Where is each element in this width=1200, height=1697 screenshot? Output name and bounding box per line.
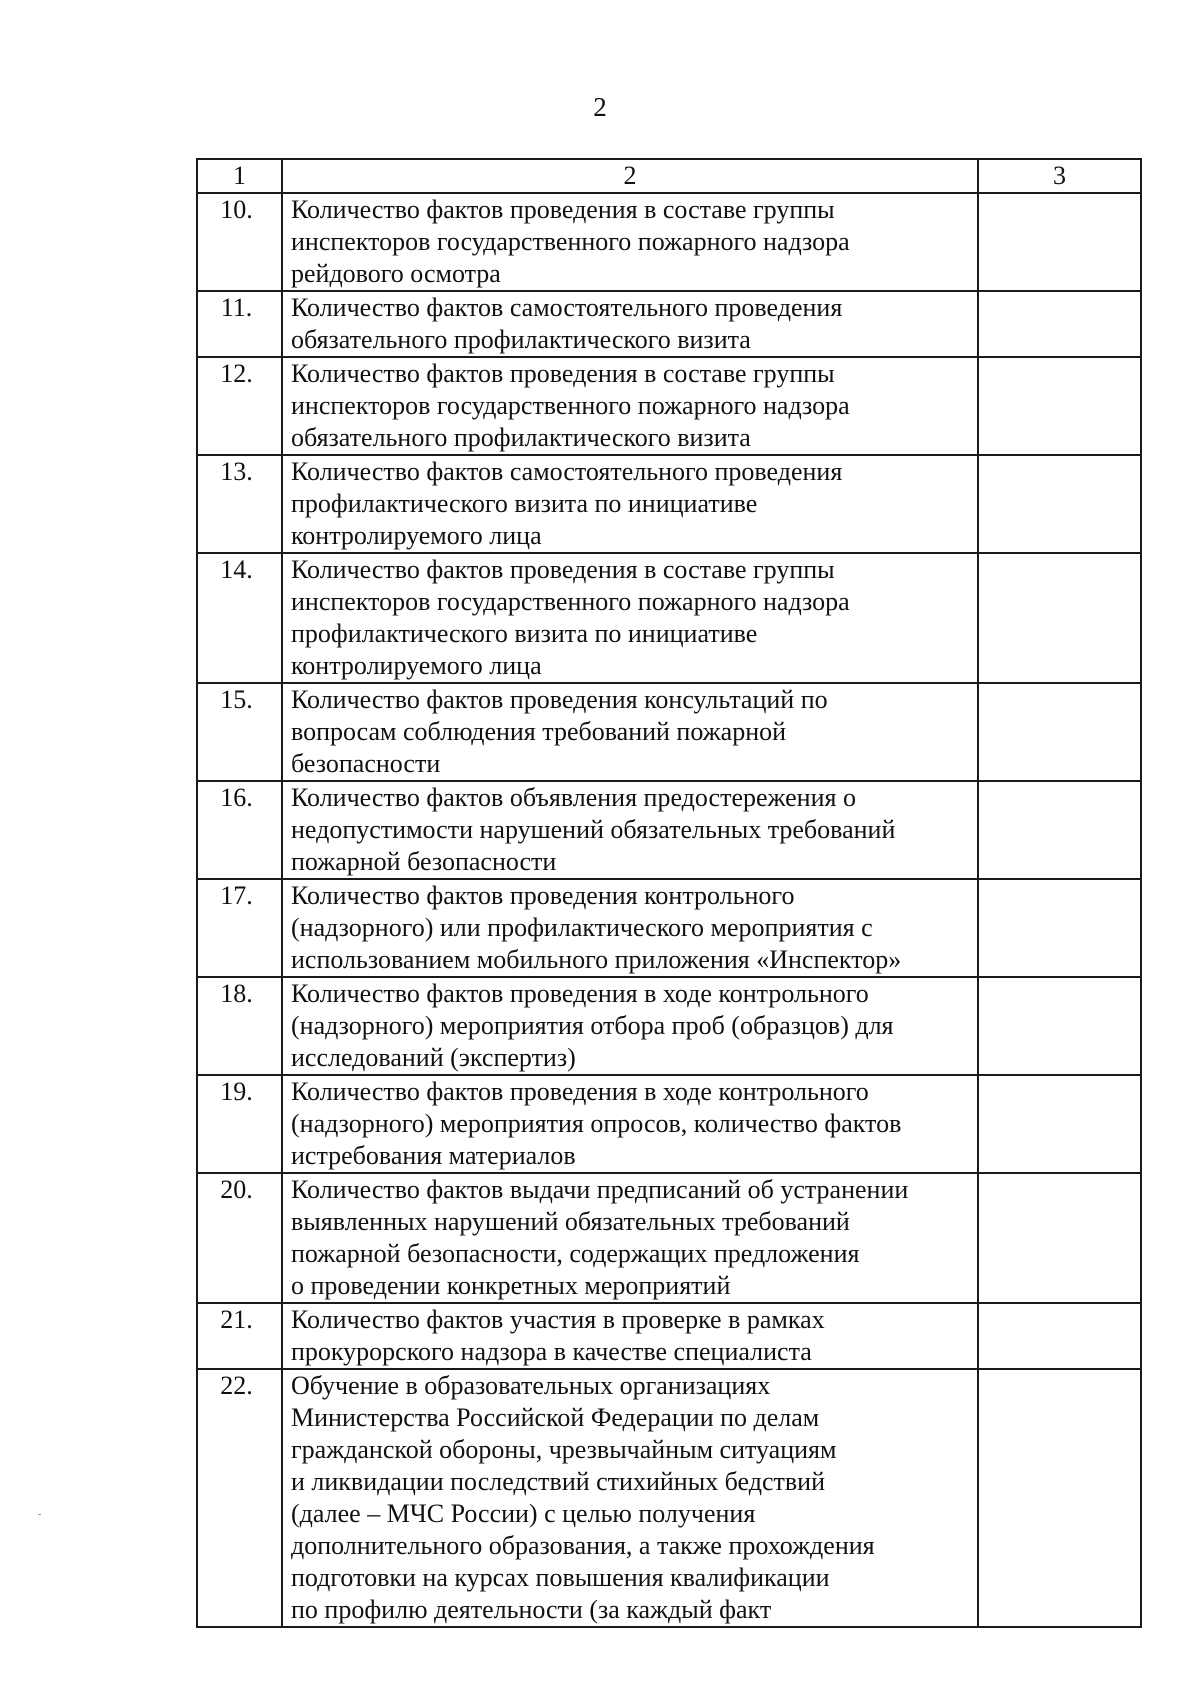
table-row <box>197 553 1141 683</box>
row-value <box>978 683 1141 781</box>
row-description: Количество фактов участия в проверке в рамках прокурорского надзора в качестве специалиста <box>282 1303 978 1369</box>
row-number: 12. <box>197 357 282 455</box>
row-description: Количество фактов проведения в ходе контрольного (надзорного) мероприятия опросов, количество фактов истребования материалов <box>282 1075 978 1173</box>
table-row <box>197 879 1141 977</box>
row-number: 16. <box>197 781 282 879</box>
row-number: 17. <box>197 879 282 977</box>
row-description: Количество фактов проведения в составе группы инспекторов государственного пожарного надзора профилактического визита по инициативе контролируемого лица <box>282 553 978 683</box>
row-number: 22. <box>197 1369 282 1627</box>
row-value <box>978 1075 1141 1173</box>
table-row <box>197 1369 1141 1627</box>
table-row <box>197 1173 1141 1303</box>
row-description: Количество фактов проведения в составе группы инспекторов государственного пожарного надзора обязательного профилактического визита <box>282 357 978 455</box>
row-description: Количество фактов проведения контрольного (надзорного) или профилактического мероприятия с использованием мобильного приложения «Инспектор» <box>282 879 978 977</box>
scan-speck <box>38 1514 41 1515</box>
row-description: Количество фактов выдачи предписаний об устранении выявленных нарушений обязательных требований пожарной безопасности, содержащих предложения о проведении конкретных мероприятий <box>282 1173 978 1303</box>
row-description: Обучение в образовательных организациях Министерства Российской Федерации по делам гражданской обороны, чрезвычайным ситуациям и ликвидации последствий стихийных бедствий (далее – МЧС России) с целью получения дополнительного образования, а также прохождения подготовки на курсах повышения квалификации по профилю деятельности (за каждый факт <box>282 1369 978 1627</box>
table-row <box>197 977 1141 1075</box>
row-value <box>978 193 1141 291</box>
header-cell-2: 2 <box>282 159 978 193</box>
table-row <box>197 1303 1141 1369</box>
row-number: 11. <box>197 291 282 357</box>
row-value <box>978 879 1141 977</box>
table-row <box>197 193 1141 291</box>
row-number: 19. <box>197 1075 282 1173</box>
row-number: 18. <box>197 977 282 1075</box>
row-description: Количество фактов самостоятельного проведения обязательного профилактического визита <box>282 291 978 357</box>
row-value <box>978 553 1141 683</box>
row-description: Количество фактов объявления предостережения о недопустимости нарушений обязательных требований пожарной безопасности <box>282 781 978 879</box>
table-row <box>197 683 1141 781</box>
row-value <box>978 1173 1141 1303</box>
row-description: Количество фактов проведения в ходе контрольного (надзорного) мероприятия отбора проб (образцов) для исследований (экспертиз) <box>282 977 978 1075</box>
row-value <box>978 781 1141 879</box>
table-row <box>197 1075 1141 1173</box>
indicators-table <box>196 158 1142 1628</box>
row-value <box>978 291 1141 357</box>
row-description: Количество фактов самостоятельного проведения профилактического визита по инициативе контролируемого лица <box>282 455 978 553</box>
row-number: 15. <box>197 683 282 781</box>
page-number: 2 <box>593 92 607 122</box>
table-header-row <box>197 159 1141 193</box>
row-number: 13. <box>197 455 282 553</box>
header-cell-3: 3 <box>978 159 1141 193</box>
row-value <box>978 1369 1141 1627</box>
row-value <box>978 1303 1141 1369</box>
table-row <box>197 357 1141 455</box>
row-value <box>978 977 1141 1075</box>
row-number: 20. <box>197 1173 282 1303</box>
table-row <box>197 455 1141 553</box>
row-description: Количество фактов проведения в составе группы инспекторов государственного пожарного надзора рейдового осмотра <box>282 193 978 291</box>
row-description: Количество фактов проведения консультаций по вопросам соблюдения требований пожарной безопасности <box>282 683 978 781</box>
table-row <box>197 781 1141 879</box>
table-row <box>197 291 1141 357</box>
row-number: 14. <box>197 553 282 683</box>
header-cell-1: 1 <box>197 159 282 193</box>
row-number: 10. <box>197 193 282 291</box>
row-value <box>978 455 1141 553</box>
row-value <box>978 357 1141 455</box>
row-number: 21. <box>197 1303 282 1369</box>
